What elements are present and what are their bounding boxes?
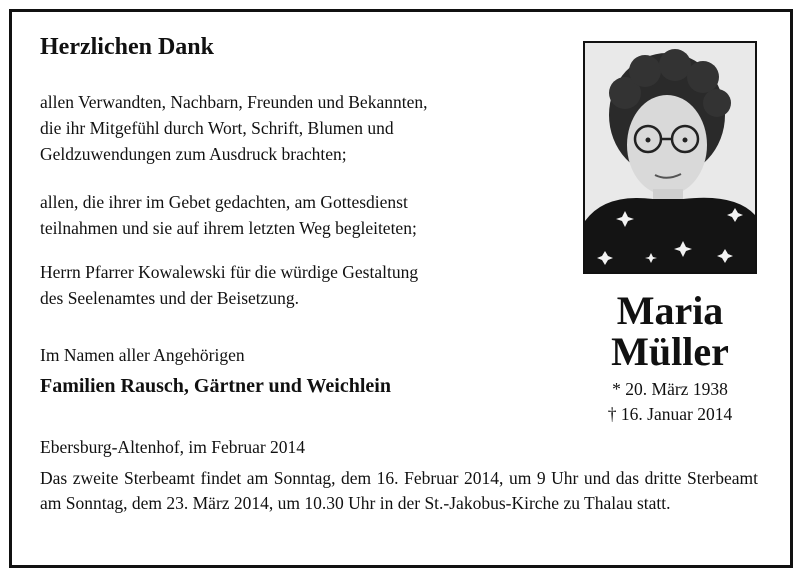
mass-notice: Das zweite Sterbeamt findet am Sonntag, dem 16. Februar 2014, um 9 Uhr und das dritte Sterbeamt am Sonntag, dem 23. März 2014, um 10.30 Uhr in der St.-Jakobus-Kirche zu Thalau statt. [40, 468, 758, 513]
heading: Herzlichen Dank [40, 34, 214, 60]
thanks-paragraph-relatives [40, 89, 427, 167]
deceased-last-name: Müller [611, 329, 729, 374]
text-line: die ihr Mitgefühl durch Wort, Schrift, Blumen und [40, 118, 394, 138]
thanks-paragraph-prayer [40, 189, 417, 241]
birth-date: * 20. März 1938 [612, 379, 728, 399]
text-line: allen, die ihrer im Gebet gedachten, am Gottesdienst [40, 192, 408, 212]
thanks-paragraph-priest [40, 259, 418, 311]
death-date: † 16. Januar 2014 [607, 404, 733, 424]
signature-intro: Im Namen aller Angehörigen [40, 345, 245, 365]
deceased-first-name: Maria [616, 288, 724, 333]
text-line: allen Verwandten, Nachbarn, Freunden und Bekannten, [40, 92, 428, 112]
place-date: Ebersburg-Altenhof, im Februar 2014 [40, 437, 306, 457]
portrait-photo [583, 41, 757, 274]
text-line: teilnahmen und sie auf ihrem letzten Weg begleiteten; [40, 218, 417, 238]
signature-families: Familien Rausch, Gärtner und Weichlein [40, 375, 391, 397]
portrait-illustration [585, 43, 755, 272]
text-line: des Seelenamtes und der Beisetzung. [40, 288, 300, 308]
text-line: Herrn Pfarrer Kowalewski für die würdige Gestaltung [40, 262, 419, 282]
text-line: Geldzuwendungen zum Ausdruck brachten; [40, 144, 347, 164]
